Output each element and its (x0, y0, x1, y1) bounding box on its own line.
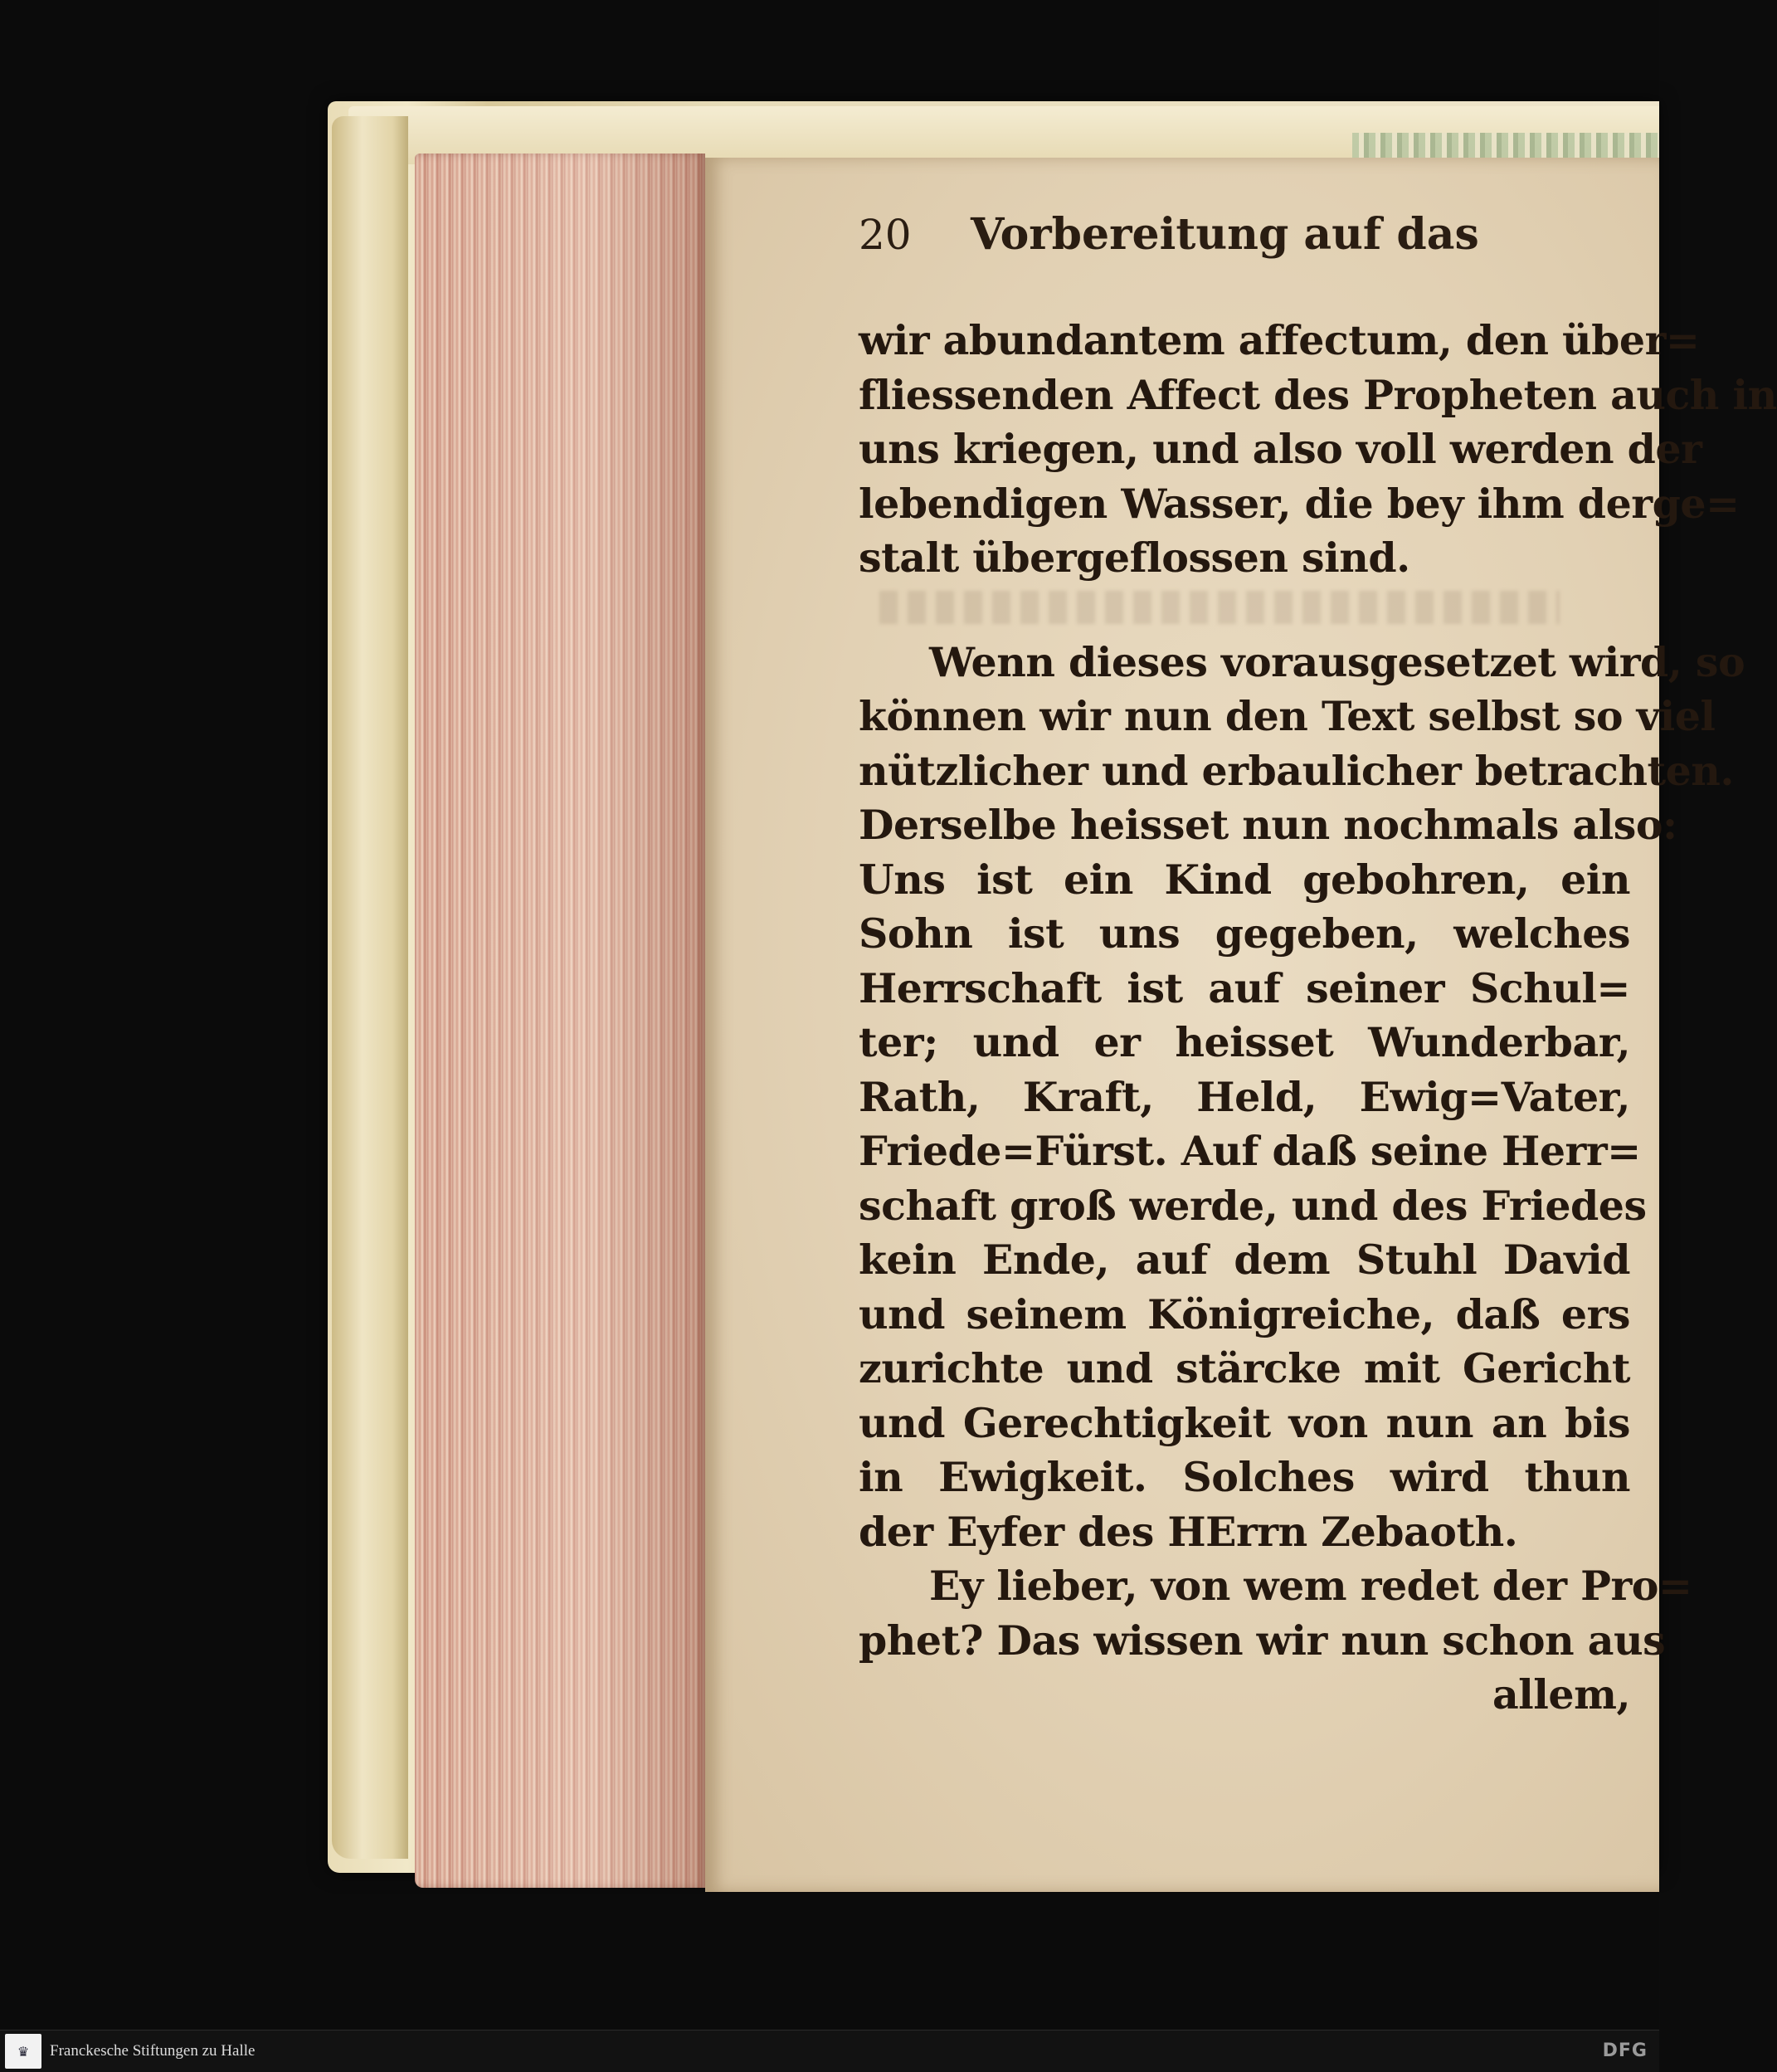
paragraph-gap (859, 586, 1630, 636)
text-line: Herrschaft ist auf seiner Schul= (859, 963, 1630, 1012)
dfg-label: DFG (1602, 2040, 1648, 2061)
text-line: und seinem Königreiche, daß ers (859, 1290, 1630, 1338)
text-line: der Eyfer des HErrn Zebaoth. (859, 1507, 1518, 1556)
attribution-bar (0, 2030, 1659, 2072)
text-line: und Gerechtigkeit von nun an bis (859, 1398, 1630, 1447)
text-line: wir abundantem affectum, den über= (859, 316, 1700, 364)
text-line: uns kriegen, und also voll werden der (859, 425, 1702, 473)
body-text (859, 314, 1777, 1723)
running-head-title: Vorbereitung auf das (971, 209, 1479, 260)
text-line: stalt übergeflossen sind. (859, 534, 1410, 582)
text-line: fliessenden Affect des Propheten auch in (859, 370, 1777, 419)
text-line: Rath, Kraft, Held, Ewig=Vater, (859, 1072, 1630, 1121)
text-line: Wenn dieses vorausgesetzet wird, so (929, 637, 1745, 686)
text-line: kein Ende, auf dem Stuhl David (859, 1236, 1630, 1284)
owner-label: Franckesche Stiftungen zu Halle (50, 2042, 256, 2060)
page-stack-red-edges (415, 154, 705, 1888)
text-line: nützlicher und erbaulicher betrachten. (859, 746, 1734, 795)
text-line: lebendigen Wasser, die bey ihm derge= (859, 479, 1740, 528)
text-line: Friede=Fürst. Auf daß seine Herr= (859, 1127, 1641, 1175)
text-line: Ey lieber, von wem redet der Pro= (929, 1562, 1692, 1610)
text-line: Sohn ist uns gegeben, welches (859, 909, 1630, 958)
text-line: ter; und er heisset Wunderbar, (859, 1018, 1630, 1066)
text-line: schaft groß werde, und des Friedes (859, 1181, 1647, 1230)
text-line: können wir nun den Text selbst so viel (859, 692, 1716, 740)
spine-edge (332, 116, 408, 1859)
text-line: zurichte und stärcke mit Gericht (859, 1344, 1630, 1392)
text-line: in Ewigkeit. Solches wird thun (859, 1453, 1630, 1501)
francke-foundation-logo-icon: ♛ (5, 2034, 41, 2069)
running-head (859, 209, 1688, 284)
text-line: phet? Das wissen wir nun schon aus (859, 1616, 1666, 1665)
page-number: 20 (859, 211, 912, 259)
text-line: Uns ist ein Kind gebohren, ein (859, 855, 1630, 904)
text-line: allem, (1492, 1670, 1630, 1719)
text-line: Derselbe heisset nun nochmals also: (859, 801, 1677, 849)
